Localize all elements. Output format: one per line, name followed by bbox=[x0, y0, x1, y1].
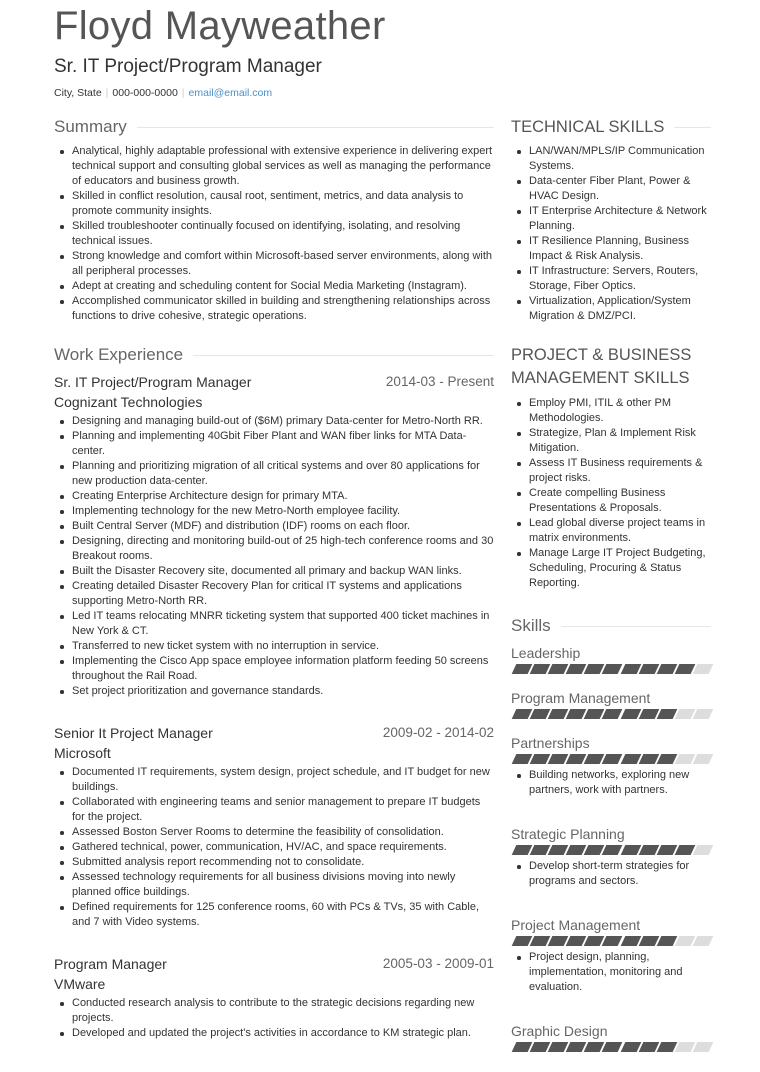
list-item: Assess IT Business requirements & project risks. bbox=[511, 456, 711, 486]
skill-name: Leadership bbox=[511, 645, 581, 661]
list-item: Transferred to new ticket system with no interruption in service. bbox=[54, 639, 494, 654]
contact-line bbox=[54, 87, 272, 99]
technical-heading-text: TECHNICAL SKILLS bbox=[511, 117, 665, 136]
list-item: Virtualization, Application/System Migration & DMZ/PCI. bbox=[511, 294, 711, 324]
list-item: IT Resilience Planning, Business Impact & Risk Analysis. bbox=[511, 234, 711, 264]
bar-segment-filled bbox=[602, 664, 623, 674]
job-dates: 2005-03 - 2009-01 bbox=[382, 956, 494, 971]
list-item: Collaborated with engineering teams and senior management to prepare IT budgets for the project. bbox=[54, 795, 494, 825]
jobs-list bbox=[54, 374, 494, 1041]
company-name: VMware bbox=[54, 976, 106, 992]
skills-heading-text: Skills bbox=[511, 616, 551, 635]
right-column bbox=[511, 116, 711, 1056]
skill-level-bar bbox=[514, 754, 711, 764]
left-column bbox=[54, 116, 494, 1041]
bar-segment-filled bbox=[602, 754, 623, 764]
job-title: Sr. IT Project/Program Manager bbox=[54, 374, 252, 390]
list-item: Designing and managing build-out of ($6M) primary Data-center for Metro-North RR. bbox=[54, 414, 494, 429]
heading-rule bbox=[674, 127, 711, 128]
list-item: Strong knowledge and comfort within Microsoft-based server environments, along with all peripheral processes. bbox=[54, 249, 494, 279]
skill-bullets bbox=[511, 859, 711, 889]
list-item: Implementing technology for the new Metro-North employee facility. bbox=[54, 504, 494, 519]
bar-segment-empty bbox=[693, 664, 714, 674]
job-bullets bbox=[54, 996, 494, 1041]
list-item: Building networks, exploring new partners, work with partners. bbox=[511, 768, 711, 798]
skill-name: Graphic Design bbox=[511, 1023, 608, 1039]
list-item: Develop short-term strategies for programs and sectors. bbox=[511, 859, 711, 889]
bar-segment-empty bbox=[693, 754, 714, 764]
list-item: Led IT teams relocating MNRR ticketing system that supported 400 ticket machines in New York & CT. bbox=[54, 609, 494, 639]
skills-list bbox=[511, 645, 711, 1052]
job-entry bbox=[54, 956, 494, 1041]
bar-segment-filled bbox=[620, 664, 641, 674]
job-bullets bbox=[54, 765, 494, 930]
candidate-title: Sr. IT Project/Program Manager bbox=[54, 56, 322, 77]
bar-segment-filled bbox=[602, 709, 623, 719]
bar-segment-filled bbox=[620, 845, 641, 855]
bar-segment-empty bbox=[693, 1042, 714, 1052]
list-item: Documented IT requirements, system design, project schedule, and IT budget for new buildings. bbox=[54, 765, 494, 795]
skill-entry bbox=[511, 690, 711, 719]
bar-segment-filled bbox=[602, 845, 623, 855]
bar-segment-empty bbox=[693, 936, 714, 946]
job-entry bbox=[54, 374, 494, 699]
company-name: Cognizant Technologies bbox=[54, 394, 203, 410]
list-item: Assessed Boston Server Rooms to determine the feasibility of consolidation. bbox=[54, 825, 494, 840]
list-item: LAN/WAN/MPLS/IP Communication Systems. bbox=[511, 144, 711, 174]
list-item: Create compelling Business Presentations & Proposals. bbox=[511, 486, 711, 516]
skill-level-bar bbox=[514, 845, 711, 855]
job-header bbox=[54, 374, 494, 390]
bar-segment-filled bbox=[620, 936, 641, 946]
list-item: IT Enterprise Architecture & Network Planning. bbox=[511, 204, 711, 234]
skill-name: Partnerships bbox=[511, 735, 590, 751]
skill-entry bbox=[511, 645, 711, 674]
skill-bullets bbox=[511, 950, 711, 995]
list-item: Skilled troubleshooter continually focused on identifying, isolating, and resolving technical issues. bbox=[54, 219, 494, 249]
bar-segment-filled bbox=[620, 754, 641, 764]
job-bullets bbox=[54, 414, 494, 699]
company-name: Microsoft bbox=[54, 745, 111, 761]
list-item: Data-center Fiber Plant, Power & HVAC Design. bbox=[511, 174, 711, 204]
job-header bbox=[54, 956, 494, 972]
skill-entry bbox=[511, 735, 711, 798]
list-item: Planning and prioritizing migration of all critical systems and over 80 applications for new production data-center. bbox=[54, 459, 494, 489]
list-item: IT Infrastructure: Servers, Routers, Storage, Fiber Optics. bbox=[511, 264, 711, 294]
bar-segment-filled bbox=[602, 936, 623, 946]
list-item: Employ PMI, ITIL & other PM Methodologies. bbox=[511, 396, 711, 426]
summary-list bbox=[54, 144, 494, 324]
job-title: Senior It Project Manager bbox=[54, 725, 213, 741]
skill-name: Strategic Planning bbox=[511, 826, 625, 842]
list-item: Set project prioritization and governance standards. bbox=[54, 684, 494, 699]
skill-entry bbox=[511, 1023, 711, 1052]
business-list bbox=[511, 396, 711, 591]
list-item: Skilled in conflict resolution, causal root, sentiment, metrics, and data analysis to promote community insights. bbox=[54, 189, 494, 219]
list-item: Submitted analysis report recommending not to consolidate. bbox=[54, 855, 494, 870]
list-item: Designing, directing and monitoring build-out of 25 high-tech conference rooms and 30 Breakout rooms. bbox=[54, 534, 494, 564]
bar-segment-empty bbox=[693, 845, 714, 855]
phone: 000-000-0000 bbox=[112, 87, 178, 99]
list-item: Strategize, Plan & Implement Risk Mitigation. bbox=[511, 426, 711, 456]
list-item: Project design, planning, implementation, monitoring and evaluation. bbox=[511, 950, 711, 995]
skill-name: Project Management bbox=[511, 917, 641, 933]
list-item: Manage Large IT Project Budgeting, Scheduling, Procuring & Status Reporting. bbox=[511, 546, 711, 591]
skill-entry bbox=[511, 917, 711, 995]
list-item: Developed and updated the project's activities in accordance to KM strategic plan. bbox=[54, 1026, 494, 1041]
list-item: Built the Disaster Recovery site, documented all primary and backup WAN links. bbox=[54, 564, 494, 579]
summary-heading-text: Summary bbox=[54, 117, 127, 136]
business-heading: PROJECT & BUSINESS MANAGEMENT SKILLS bbox=[511, 346, 692, 387]
list-item: Defined requirements for 125 conference rooms, 60 with PCs & TVs, 35 with Cable, and 7 with Video systems. bbox=[54, 900, 494, 930]
skill-level-bar bbox=[514, 1042, 711, 1052]
list-item: Creating Enterprise Architecture design for primary MTA. bbox=[54, 489, 494, 504]
list-item: Analytical, highly adaptable professional with extensive experience in delivering expert technical support and consulting global services as well as managing the performance of educators and business growth. bbox=[54, 144, 494, 189]
bar-segment-filled bbox=[620, 1042, 641, 1052]
list-item: Accomplished communicator skilled in building and strengthening relationships across functions to drive cohesive, strategic operations. bbox=[54, 294, 494, 324]
email-link[interactable]: email@email.com bbox=[188, 87, 273, 99]
list-item: Implementing the Cisco App space employee information platform feeding 50 screens throughout the Rail Road. bbox=[54, 654, 494, 684]
candidate-name: Floyd Mayweather bbox=[54, 4, 386, 48]
list-item: Planning and implementing 40Gbit Fiber Plant and WAN fiber links for MTA Data-center. bbox=[54, 429, 494, 459]
job-header bbox=[54, 725, 494, 741]
skill-entry bbox=[511, 826, 711, 889]
job-dates: 2009-02 - 2014-02 bbox=[382, 725, 494, 740]
location: City, State bbox=[54, 87, 102, 99]
list-item: Adept at creating and scheduling content for Social Media Marketing (Instagram). bbox=[54, 279, 494, 294]
list-item: Creating detailed Disaster Recovery Plan for critical IT systems and applications supporting Metro-North RR. bbox=[54, 579, 494, 609]
bar-segment-filled bbox=[620, 709, 641, 719]
bar-segment-filled bbox=[602, 1042, 623, 1052]
list-item: Assessed technology requirements for all business divisions moving into newly planned office buildings. bbox=[54, 870, 494, 900]
list-item: Gathered technical, power, communication, HV/AC, and space requirements. bbox=[54, 840, 494, 855]
job-title: Program Manager bbox=[54, 956, 167, 972]
technical-list bbox=[511, 144, 711, 324]
heading-rule bbox=[193, 355, 494, 356]
list-item: Lead global diverse project teams in matrix environments. bbox=[511, 516, 711, 546]
skills-heading bbox=[511, 615, 711, 637]
divider: | bbox=[181, 87, 185, 99]
skill-level-bar bbox=[514, 709, 711, 719]
experience-heading bbox=[54, 344, 494, 366]
summary-heading bbox=[54, 116, 494, 138]
list-item: Conducted research analysis to contribute to the strategic decisions regarding new projects. bbox=[54, 996, 494, 1026]
skill-name: Program Management bbox=[511, 690, 651, 706]
heading-rule bbox=[561, 626, 711, 627]
heading-rule bbox=[137, 127, 494, 128]
divider: | bbox=[105, 87, 109, 99]
technical-heading bbox=[511, 116, 711, 138]
job-entry bbox=[54, 725, 494, 930]
skill-bullets bbox=[511, 768, 711, 798]
experience-heading-text: Work Experience bbox=[54, 345, 184, 364]
job-dates: 2014-03 - Present bbox=[385, 374, 494, 389]
bar-segment-empty bbox=[693, 709, 714, 719]
skill-level-bar bbox=[514, 936, 711, 946]
skill-level-bar bbox=[514, 664, 711, 674]
list-item: Built Central Server (MDF) and distribution (IDF) rooms on each floor. bbox=[54, 519, 494, 534]
